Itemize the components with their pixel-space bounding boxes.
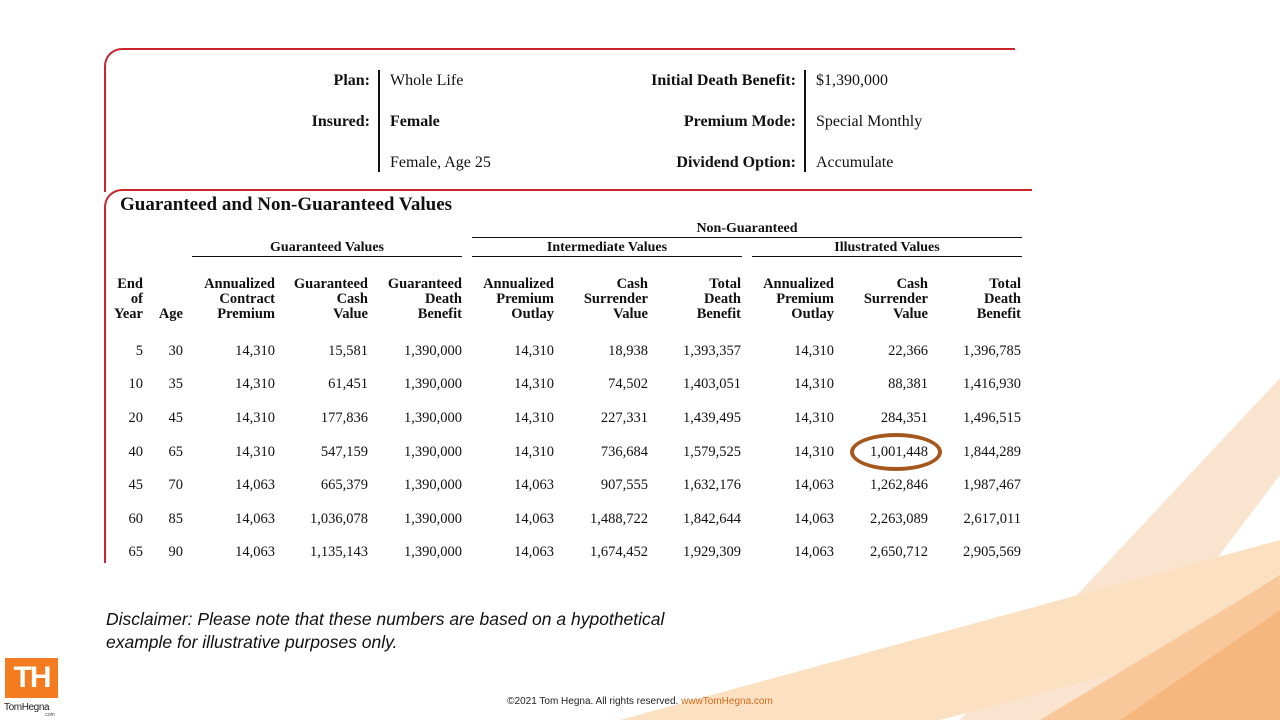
column-header-illustrated-premium-outlay: Annualized Premium Outlay bbox=[763, 276, 834, 322]
plan-value: Whole Life bbox=[390, 72, 464, 89]
cell-illustrated-premium-outlay: 14,063 bbox=[794, 544, 834, 560]
cell-illustrated-premium-outlay: 14,310 bbox=[794, 410, 834, 426]
cell-guaranteed-cash-value: 15,581 bbox=[328, 343, 368, 359]
cell-intermediate-premium-outlay: 14,063 bbox=[514, 544, 554, 560]
cell-illustrated-premium-outlay: 14,310 bbox=[794, 343, 834, 359]
cell-intermediate-premium-outlay: 14,310 bbox=[514, 343, 554, 359]
group-intermediate-rule bbox=[472, 256, 742, 257]
cell-end-of-year: 5 bbox=[135, 343, 143, 359]
cell-annualized-contract-premium: 14,310 bbox=[235, 410, 275, 426]
cell-end-of-year: 60 bbox=[128, 511, 143, 527]
cell-age: 90 bbox=[168, 544, 183, 560]
cell-annualized-contract-premium: 14,310 bbox=[235, 444, 275, 460]
cell-guaranteed-death-benefit: 1,390,000 bbox=[404, 343, 462, 359]
group-illustrated: Illustrated Values bbox=[834, 240, 940, 255]
group-guaranteed-rule bbox=[192, 256, 462, 257]
column-header-intermediate-total-death-benefit: Total Death Benefit bbox=[696, 276, 741, 322]
cell-illustrated-cash-surrender-value: 1,262,846 bbox=[870, 477, 928, 493]
cell-age: 70 bbox=[168, 477, 183, 493]
cell-annualized-contract-premium: 14,063 bbox=[235, 477, 275, 493]
group-illustrated-rule bbox=[752, 256, 1022, 257]
highlight-circle bbox=[850, 433, 942, 471]
logo-domain: .com bbox=[44, 712, 55, 718]
cell-guaranteed-cash-value: 177,836 bbox=[320, 410, 368, 426]
cell-end-of-year: 20 bbox=[128, 410, 143, 426]
cell-illustrated-premium-outlay: 14,063 bbox=[794, 477, 834, 493]
cell-guaranteed-death-benefit: 1,390,000 bbox=[404, 511, 462, 527]
header-divider-right bbox=[804, 70, 806, 172]
footer-link[interactable]: wwwTomHegna.com bbox=[681, 696, 773, 707]
dividend-label: Dividend Option: bbox=[676, 154, 796, 171]
insured-label: Insured: bbox=[311, 113, 370, 130]
footer-copyright: ©2021 Tom Hegna. All rights reserved. bbox=[507, 696, 679, 707]
cell-age: 65 bbox=[168, 444, 183, 460]
group-intermediate: Intermediate Values bbox=[546, 240, 668, 255]
header-divider-left bbox=[378, 70, 380, 172]
values-table-title: Guaranteed and Non-Guaranteed Values bbox=[120, 194, 453, 215]
logo-wordmark: TomHegna bbox=[4, 702, 50, 713]
cell-illustrated-cash-surrender-value: 2,263,089 bbox=[870, 511, 928, 527]
cell-intermediate-total-death-benefit: 1,439,495 bbox=[683, 410, 741, 426]
group-non-guaranteed: Non-Guaranteed bbox=[696, 221, 798, 236]
cell-guaranteed-death-benefit: 1,390,000 bbox=[404, 410, 462, 426]
cell-annualized-contract-premium: 14,063 bbox=[235, 511, 275, 527]
cell-illustrated-cash-surrender-value: 88,381 bbox=[888, 376, 928, 392]
cell-intermediate-total-death-benefit: 1,632,176 bbox=[683, 477, 741, 493]
cell-illustrated-cash-surrender-value: 22,366 bbox=[888, 343, 928, 359]
cell-illustrated-cash-surrender-value: 284,351 bbox=[880, 410, 928, 426]
cell-annualized-contract-premium: 14,310 bbox=[235, 376, 275, 392]
plan-label: Plan: bbox=[333, 72, 370, 89]
cell-illustrated-premium-outlay: 14,310 bbox=[794, 444, 834, 460]
cell-illustrated-premium-outlay: 14,063 bbox=[794, 511, 834, 527]
cell-illustrated-total-death-benefit: 1,844,289 bbox=[963, 444, 1021, 460]
column-header-intermediate-cash-surrender-value: Cash Surrender Value bbox=[583, 276, 648, 322]
cell-end-of-year: 40 bbox=[128, 444, 143, 460]
cell-guaranteed-cash-value: 547,159 bbox=[320, 444, 368, 460]
cell-age: 35 bbox=[168, 376, 183, 392]
cell-illustrated-total-death-benefit: 1,496,515 bbox=[963, 410, 1021, 426]
tomhegna-logo: TH bbox=[5, 658, 58, 698]
group-non-guaranteed-rule bbox=[472, 237, 1022, 238]
column-header-illustrated-cash-surrender-value: Cash Surrender Value bbox=[863, 276, 928, 322]
footer bbox=[0, 696, 1280, 707]
insured-value: Female bbox=[390, 113, 440, 130]
cell-illustrated-total-death-benefit: 1,416,930 bbox=[963, 376, 1021, 392]
cell-end-of-year: 45 bbox=[128, 477, 143, 493]
group-guaranteed: Guaranteed Values bbox=[270, 240, 384, 255]
column-header-guaranteed-death-benefit: Guaranteed Death Benefit bbox=[387, 276, 462, 322]
cell-intermediate-premium-outlay: 14,310 bbox=[514, 376, 554, 392]
cell-intermediate-total-death-benefit: 1,393,357 bbox=[683, 343, 741, 359]
cell-intermediate-cash-surrender-value: 18,938 bbox=[608, 343, 648, 359]
cell-illustrated-total-death-benefit: 1,396,785 bbox=[963, 343, 1021, 359]
cell-intermediate-total-death-benefit: 1,929,309 bbox=[683, 544, 741, 560]
cell-guaranteed-death-benefit: 1,390,000 bbox=[404, 376, 462, 392]
cell-annualized-contract-premium: 14,063 bbox=[235, 544, 275, 560]
cell-illustrated-total-death-benefit: 2,617,011 bbox=[963, 511, 1021, 527]
cell-annualized-contract-premium: 14,310 bbox=[235, 343, 275, 359]
death-benefit-value: $1,390,000 bbox=[816, 72, 888, 89]
cell-intermediate-cash-surrender-value: 1,488,722 bbox=[590, 511, 648, 527]
cell-age: 30 bbox=[168, 343, 183, 359]
column-header-guaranteed-cash-value: Guaranteed Cash Value bbox=[293, 276, 368, 322]
column-header-end-of-year: End of Year bbox=[114, 276, 143, 322]
cell-guaranteed-cash-value: 1,135,143 bbox=[310, 544, 368, 560]
cell-intermediate-cash-surrender-value: 907,555 bbox=[600, 477, 648, 493]
cell-end-of-year: 65 bbox=[128, 544, 143, 560]
premium-mode-value: Special Monthly bbox=[816, 113, 923, 130]
cell-guaranteed-death-benefit: 1,390,000 bbox=[404, 544, 462, 560]
cell-intermediate-cash-surrender-value: 1,674,452 bbox=[590, 544, 648, 560]
cell-illustrated-cash-surrender-value: 1,001,448 bbox=[870, 444, 928, 460]
cell-guaranteed-death-benefit: 1,390,000 bbox=[404, 444, 462, 460]
cell-intermediate-total-death-benefit: 1,842,644 bbox=[683, 511, 741, 527]
cell-intermediate-premium-outlay: 14,310 bbox=[514, 444, 554, 460]
disclaimer-text: Disclaimer: Please note that these numbers are based on a hypothetical example for illustrative purposes only. bbox=[106, 609, 665, 652]
dividend-value: Accumulate bbox=[816, 154, 894, 171]
death-benefit-label: Initial Death Benefit: bbox=[651, 72, 796, 89]
cell-intermediate-premium-outlay: 14,310 bbox=[514, 410, 554, 426]
cell-illustrated-total-death-benefit: 2,905,569 bbox=[963, 544, 1021, 560]
column-header-illustrated-total-death-benefit: Total Death Benefit bbox=[976, 276, 1021, 322]
column-header-annualized-contract-premium: Annualized Contract Premium bbox=[204, 276, 275, 322]
cell-intermediate-premium-outlay: 14,063 bbox=[514, 477, 554, 493]
cell-intermediate-cash-surrender-value: 736,684 bbox=[600, 444, 648, 460]
cell-intermediate-total-death-benefit: 1,403,051 bbox=[683, 376, 741, 392]
cell-illustrated-total-death-benefit: 1,987,467 bbox=[963, 477, 1021, 493]
column-header-age: Age bbox=[158, 306, 183, 322]
cell-guaranteed-death-benefit: 1,390,000 bbox=[404, 477, 462, 493]
cell-intermediate-premium-outlay: 14,063 bbox=[514, 511, 554, 527]
cell-guaranteed-cash-value: 1,036,078 bbox=[310, 511, 368, 527]
premium-mode-label: Premium Mode: bbox=[683, 113, 796, 130]
cell-age: 45 bbox=[168, 410, 183, 426]
cell-intermediate-cash-surrender-value: 227,331 bbox=[600, 410, 648, 426]
cell-intermediate-cash-surrender-value: 74,502 bbox=[608, 376, 648, 392]
insured-detail: Female, Age 25 bbox=[390, 154, 491, 171]
cell-intermediate-total-death-benefit: 1,579,525 bbox=[683, 444, 741, 460]
cell-illustrated-premium-outlay: 14,310 bbox=[794, 376, 834, 392]
cell-end-of-year: 10 bbox=[128, 376, 143, 392]
cell-age: 85 bbox=[168, 511, 183, 527]
cell-guaranteed-cash-value: 665,379 bbox=[320, 477, 368, 493]
column-header-intermediate-premium-outlay: Annualized Premium Outlay bbox=[483, 276, 554, 322]
cell-guaranteed-cash-value: 61,451 bbox=[328, 376, 368, 392]
cell-illustrated-cash-surrender-value: 2,650,712 bbox=[870, 544, 928, 560]
